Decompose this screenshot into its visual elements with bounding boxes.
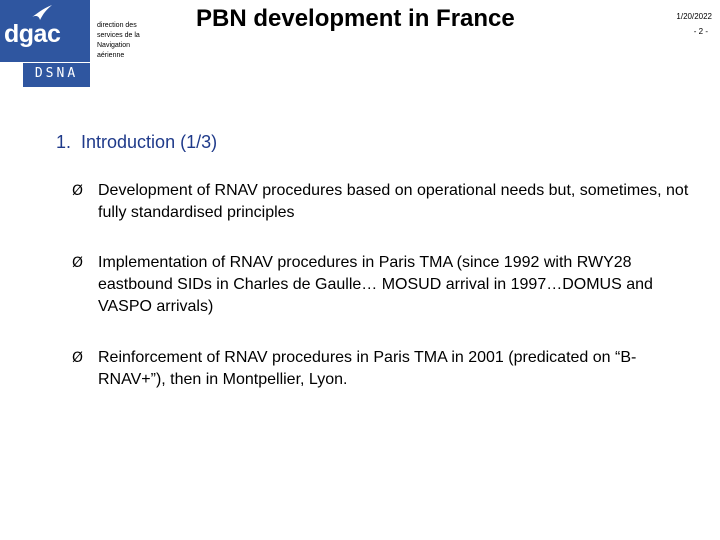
- bullet-item: [72, 252, 692, 318]
- department-line: direction des: [97, 22, 137, 29]
- department-name: [97, 21, 157, 61]
- section-heading: [56, 132, 217, 153]
- department-line: Navigation: [97, 42, 131, 49]
- department-line: aérienne: [97, 52, 125, 59]
- slide-date: 1/20/2022: [676, 12, 712, 21]
- bullet-item: [72, 180, 692, 224]
- logo-wordmark: dgac: [4, 20, 61, 48]
- arrow-bullet-icon: Ø: [72, 255, 84, 271]
- arrow-bullet-icon: Ø: [72, 183, 84, 199]
- dgac-logo: [0, 0, 90, 62]
- page-number: - 2 -: [693, 27, 708, 36]
- bullet-text: Reinforcement of RNAV procedures in Paris TMA in 2001 (predicated on “B-RNAV+”), then in Montpellier, Lyon.: [98, 349, 637, 388]
- bullet-list: [72, 180, 692, 391]
- bullet-item: [72, 347, 692, 391]
- bullet-text: Development of RNAV procedures based on operational needs but, sometimes, not fully standardised principles: [98, 182, 689, 221]
- dsna-logo: [23, 62, 90, 87]
- slide-title: PBN development in France: [196, 5, 515, 32]
- logo-subword: DSNA: [34, 66, 79, 81]
- section-number: 1.: [56, 132, 72, 152]
- section-title: Introduction (1/3): [81, 132, 218, 152]
- arrow-bullet-icon: Ø: [72, 350, 84, 366]
- bullet-text: Implementation of RNAV procedures in Paris TMA (since 1992 with RWY28 eastbound SIDs in Charles de Gaulle… MOSUD arrival in 1997…DOMUS and VASPO arrivals): [98, 254, 653, 315]
- department-line: services de la: [97, 32, 140, 39]
